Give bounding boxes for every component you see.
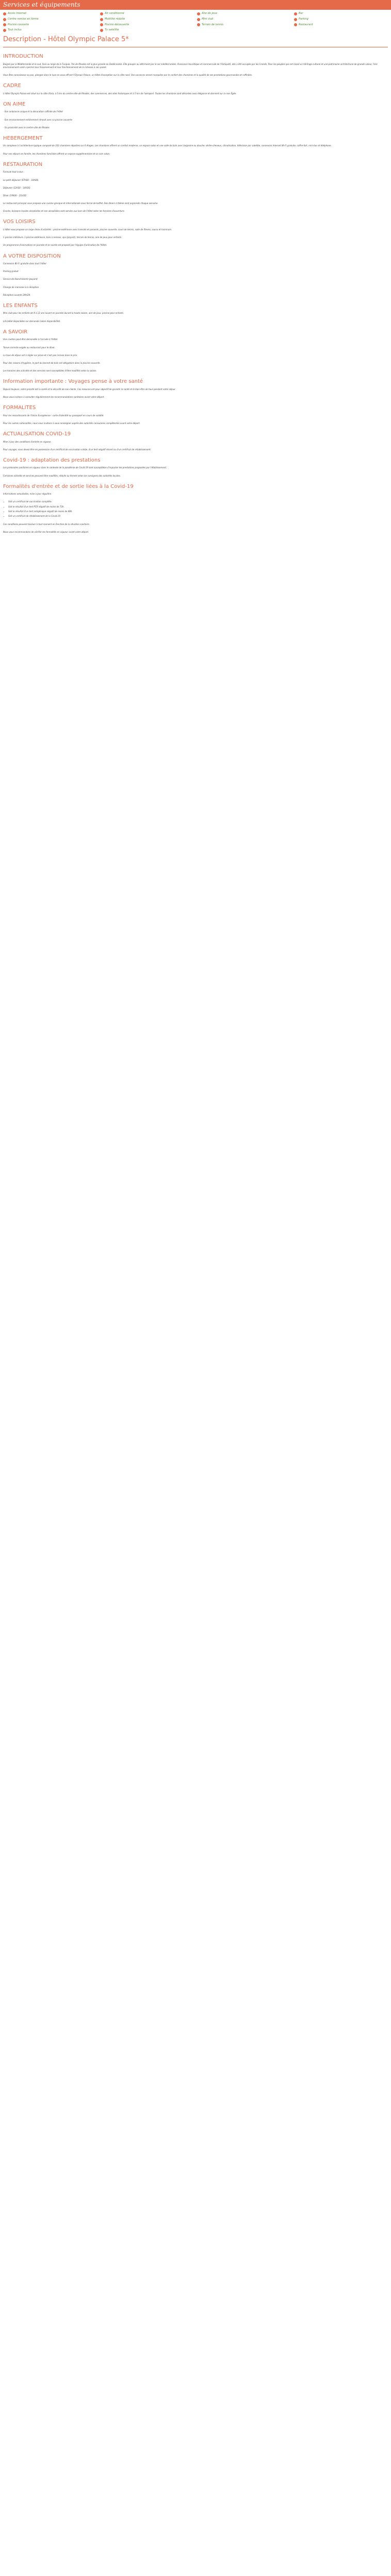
service-item <box>100 28 194 32</box>
section-heading: HEBERGEMENT <box>3 135 43 141</box>
section-paragraph: Les protocoles sanitaires en vigueur dans le contexte de la pandémie de Covid-19 sont susceptibles d'impacter les prestations proposées par l'établissement. <box>3 466 167 469</box>
section-paragraph: Nous vous invitons à consulter régulièrement les recommandations sanitaires avant votre départ. <box>3 395 105 398</box>
footer-paragraph: Ces conditions peuvent évoluer à tout moment en fonction de la situation sanitaire. <box>3 523 90 526</box>
service-label: Accès Internet <box>8 12 27 15</box>
section-paragraph: La taxe de séjour est à régler sur place et n'est pas incluse dans le prix. <box>3 353 78 357</box>
service-label: Aire de jeux <box>202 12 217 15</box>
list-item: • Soit le résultat d'un test PCR négatif de moins de 72h. <box>8 505 388 509</box>
covid-requirements-list <box>8 500 388 518</box>
section-paragraph: Pour voyager, vous devez être en possession d'un certificat de vaccination valide, d'un test négatif récent ou d'un certificat de rétablissement. <box>3 448 151 451</box>
section-heading: LES ENFANTS <box>3 302 38 309</box>
service-item <box>294 18 388 22</box>
service-icon <box>197 23 200 26</box>
service-label: Air conditionné <box>105 12 124 15</box>
service-icon <box>100 18 103 21</box>
section-paragraph: Pour les ressortissants de l'Union Européenne : carte d'identité ou passeport en cours de validité. <box>3 414 104 417</box>
section-heading: INTRODUCTION <box>3 54 43 60</box>
service-label: Tv satellite <box>105 28 119 32</box>
section-paragraph: Service de blanchisserie (payant) <box>3 278 38 281</box>
services-banner <box>0 0 391 10</box>
service-icon <box>100 12 103 15</box>
footer-notes <box>3 523 388 534</box>
section-paragraph: - Son environnement entièrement rénové avec sa piscine couverte <box>3 118 73 121</box>
section-paragraph: Mise à jour des conditions d'entrée en vigueur. <box>3 440 52 443</box>
section-paragraph: Une caution peut être demandée à l'arrivée à l'hôtel. <box>3 338 58 341</box>
section-heading: RESTAURATION <box>3 161 43 167</box>
service-label: Bar <box>299 12 303 15</box>
section-heading: A SAVOIR <box>3 329 28 335</box>
section-paragraph: Tenue correcte exigée au restaurant pour le dîner. <box>3 346 55 349</box>
service-icon <box>100 23 103 26</box>
service-label: Centre remise en forme <box>8 17 39 21</box>
section-paragraph: Baigné par la Méditerranée et le sud, face au large de la Turquie, l'île de Rhodes est la plus grande du Dodécanèse. Elle grouper au détriment par le sol méditerranéen. Puissance touristique et commerciale de l'Antiquité, elle a été occupée par les Croisés. Pour les peuples qui ont laissé un héritage culturel et une patrimoine architectural de grande valeur, l'ére environnement varié a permis leur foisonnement et leur fonctionnement de la richesse à son passé. <box>3 62 378 69</box>
list-item: • Soit un certificat de rétablissement de la Covid-19. <box>8 515 388 518</box>
section-heading: Formalités d'entrée et de sortie liées à la Covid-19 <box>3 483 134 489</box>
service-item <box>294 12 388 16</box>
section-heading: Information importante : Voyages pense à votre santé <box>3 379 143 385</box>
list-item: • Soit un certificat de vaccination complète. <box>8 500 388 503</box>
section-paragraph: Le petit déjeuner (07h00 – 10h00) <box>3 178 39 181</box>
section-paragraph: Lits bébé disponibles sur demande (selon disponibilité). <box>3 319 61 323</box>
section-paragraph: Dîner (19h00 – 21h30) <box>3 194 27 197</box>
service-icon <box>294 18 297 21</box>
services-title: Services et équipements <box>3 1 80 9</box>
service-icon <box>3 12 6 15</box>
description <box>0 35 391 534</box>
service-item <box>3 18 97 22</box>
service-label: Terrain de tennis <box>202 23 224 26</box>
section-paragraph: Formule tout inclus : <box>3 171 25 174</box>
service-icon <box>100 29 103 32</box>
service-item <box>3 28 97 32</box>
sections <box>3 53 388 496</box>
service-label: Restaurant <box>299 23 313 26</box>
section-heading: VOS LOISIRS <box>3 219 36 225</box>
section-heading: ON AIME <box>3 101 26 107</box>
service-item <box>100 12 194 16</box>
service-item <box>3 23 97 27</box>
section-paragraph: Informations actualisées, mise à jour régulière. <box>3 493 52 496</box>
section-heading: ACTUALISATION COVID-19 <box>3 431 71 437</box>
section-paragraph: Un programme d'animations en journée et en soirée est proposé par l'équipe d'animation de l'hôtel. <box>3 244 107 247</box>
section-paragraph: Pour les autres nationalités, nous vous invitons à vous renseigner auprès des autorités consulaires compétentes avant votre départ. <box>3 421 140 425</box>
section-paragraph: 1 piscine intérieure, 1 piscine extérieure, bain à remous, spa (payant), terrain de tennis, aire de jeux pour enfants. <box>3 236 122 239</box>
list-item: • Soit le résultat d'un test antigénique négatif de moins de 48h. <box>8 510 388 513</box>
section-paragraph: Depuis toujours, notre priorité est la santé et la sécurité de nos clients. Ces mesures ont pour objectif de garantir la santé et le bien-être de tous pendant votre séjour. <box>3 387 176 391</box>
section-paragraph: Connexion Wi-Fi gratuite dans tout l'hôtel <box>3 262 46 265</box>
section-paragraph: Pour des raisons d'hygiène, le port du bonnet de bain est obligatoire dans la piscine couverte. <box>3 361 101 364</box>
section-heading: CADRE <box>3 83 21 89</box>
section-paragraph: Le restaurant principal vous propose une cuisine grecque et internationale sous forme de buffet. Des dîners à thème sont organisés chaque semaine. <box>3 202 158 205</box>
section-paragraph: Déjeuner (12h30 – 14h30) <box>3 186 30 189</box>
section-heading: A VOTRE DISPOSITION <box>3 253 61 259</box>
section-paragraph: Les horaires des activités et des services sont susceptibles d'être modifiés selon la saison. <box>3 369 97 372</box>
section-paragraph: Change de monnaie à la réception <box>3 285 39 289</box>
section-paragraph: L'hôtel Olympic Palace est situé sur la côte d'Ixia, à 5 km du centre-ville de Rhodes, des commerces, des sites historiques et à 5 km de l'aéroport. Toutes les chambres sont décorées avec élégance et donnent sur la mer Égée. <box>3 92 237 95</box>
section-paragraph: Snacks, boissons locales alcoolisées et non alcoolisées sont servies aux bars de l'hôtel selon les horaires d'ouverture. <box>3 210 125 213</box>
service-icon <box>294 12 297 15</box>
service-item <box>197 12 291 16</box>
service-icon <box>197 18 200 21</box>
service-label: Tout inclus <box>8 28 22 32</box>
page-title: Description - Hôtel Olympic Palace 5* <box>3 36 129 43</box>
section-paragraph: - Sa proximité avec le centre-ville de Rhodes <box>3 126 50 129</box>
service-icon <box>3 18 6 21</box>
service-item <box>100 18 194 22</box>
service-icon <box>3 23 6 26</box>
section-heading: Covid-19 : adaptation des prestations <box>3 457 101 463</box>
service-item <box>294 23 388 27</box>
section-paragraph: - Son ambiance unique et la décoration raffinée de l'hôtel <box>3 110 63 113</box>
section-paragraph: Vous êtes connaisseur ou pas, plongez dans le luxe en vous offrant l'Olympic Palace, un hôtel d'exception sur la côte nord. Vos vacances seront marquées par le confort des chambres et la qualité de ses prestations gourmandes et raffinées. <box>3 74 253 77</box>
service-item <box>197 18 291 22</box>
service-label: Mini club <box>202 17 214 21</box>
section-heading: FORMALITES <box>3 405 36 411</box>
service-label: Piscine couverte <box>8 23 29 26</box>
service-icon <box>294 23 297 26</box>
section-paragraph: Réception ouverte 24h/24 <box>3 293 30 296</box>
section-paragraph: L'hôtel vous propose un large choix d'activités : piscine extérieure avec transats et parasols, piscine couverte, court de tennis, salle de fitness, sauna et hammam. <box>3 228 172 231</box>
section-paragraph: Parking gratuit <box>3 270 19 273</box>
service-item <box>100 23 194 27</box>
service-item <box>3 12 97 16</box>
service-item <box>197 23 291 27</box>
section-paragraph: Certaines activités et services peuvent être modifiés, réduits ou fermés selon les consignes des autorités locales. <box>3 474 121 477</box>
section-paragraph: Mini club pour les enfants de 4 à 12 ans ouvert en journée durant la haute saison, aire de jeux, piscine pour enfants. <box>3 312 124 315</box>
service-icon <box>197 12 200 15</box>
section-paragraph: Pour vos séjours en famille, les chambres familiales offrent un espace supplémentaire et un coin salon. <box>3 152 110 155</box>
service-icon <box>3 29 6 32</box>
services-list <box>0 10 391 33</box>
footer-paragraph: Nous vous recommandons de vérifier les formalités en vigueur avant votre départ. <box>3 531 89 534</box>
service-label: Parking <box>299 17 308 21</box>
service-label: Piscine découverte <box>105 23 129 26</box>
service-label: Mobilité réduite <box>105 17 125 21</box>
section-paragraph: Un complexe à l'architecture typique composé de 332 chambres réparties sur 6 étages. Les chambres offrent un confort moderne, un espace salon et une salle de bain avec baignoire ou douche, sèche-cheveux, climatisation, télévision par satellite, connexion Internet Wi-Fi gratuite, coffre-fort, mini-bar et téléphone. <box>3 144 332 147</box>
